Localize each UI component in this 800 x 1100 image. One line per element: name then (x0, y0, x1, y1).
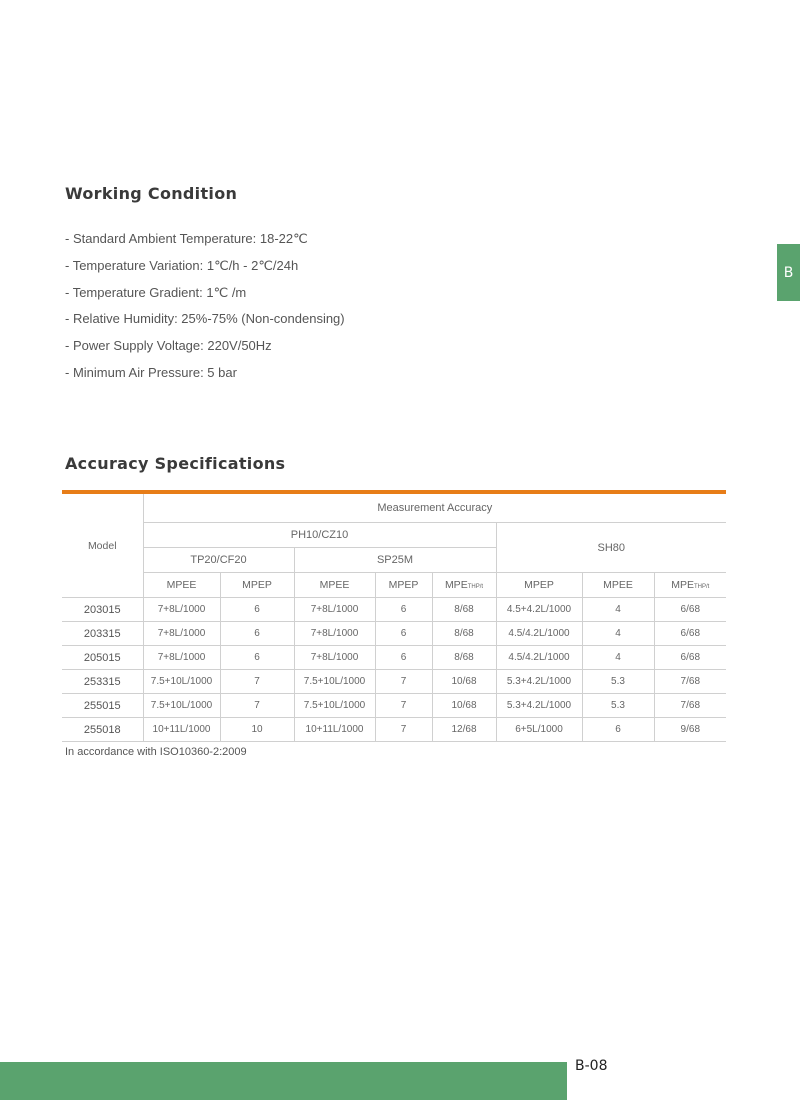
list-item: - Minimum Air Pressure: 5 bar (65, 364, 237, 380)
table-cell: 6 (375, 646, 432, 670)
table-cell: 4.5/4.2L/1000 (496, 646, 582, 670)
table-cell: 6 (220, 598, 294, 622)
table-cell: 4 (582, 646, 654, 670)
table-cell: 7 (220, 694, 294, 718)
table-cell: 6/68 (654, 646, 726, 670)
table-cell: 5.3 (582, 670, 654, 694)
working-condition-title: Working Condition (65, 184, 238, 203)
table-cell: 7 (375, 718, 432, 742)
accuracy-table (62, 494, 726, 742)
table-cell: 6/68 (654, 622, 726, 646)
list-item: - Power Supply Voltage: 220V/50Hz (65, 338, 272, 354)
table-cell: 7.5+10L/1000 (143, 670, 220, 694)
list-item: - Temperature Variation: 1℃/h - 2℃/24h (65, 257, 299, 273)
table-cell: 7+8L/1000 (143, 598, 220, 622)
model-cell: 255015 (62, 694, 143, 718)
table-cell: 6 (220, 646, 294, 670)
table-cell: 10/68 (432, 670, 496, 694)
subgroup-header-tp20: TP20/CF20 (143, 548, 294, 573)
column-header: MPEP (496, 573, 582, 598)
table-cell: 9/68 (654, 718, 726, 742)
section-tab-b: B (777, 244, 800, 301)
table-cell: 8/68 (432, 646, 496, 670)
footnote: In accordance with ISO10360-2:2009 (65, 746, 247, 758)
column-header: MPEE (143, 573, 220, 598)
table-row (62, 718, 726, 742)
table-row (62, 646, 726, 670)
table-cell: 7+8L/1000 (294, 622, 375, 646)
list-item: - Temperature Gradient: 1℃ /m (65, 284, 247, 300)
table-cell: 7 (375, 670, 432, 694)
table-cell: 7.5+10L/1000 (294, 670, 375, 694)
table-cell: 4 (582, 598, 654, 622)
table-cell: 6 (375, 598, 432, 622)
table-cell: 6 (375, 622, 432, 646)
table-cell: 5.3+4.2L/1000 (496, 694, 582, 718)
column-header: MPETHP/t (654, 573, 726, 598)
model-cell: 255018 (62, 718, 143, 742)
column-header: MPETHP/t (432, 573, 496, 598)
model-cell: 205015 (62, 646, 143, 670)
table-cell: 7/68 (654, 670, 726, 694)
table-row (62, 694, 726, 718)
table-cell: 7 (375, 694, 432, 718)
column-header: MPEE (294, 573, 375, 598)
model-cell: 253315 (62, 670, 143, 694)
table-cell: 10+11L/1000 (294, 718, 375, 742)
column-header: MPEP (220, 573, 294, 598)
table-cell: 5.3+4.2L/1000 (496, 670, 582, 694)
table-cell: 7+8L/1000 (143, 622, 220, 646)
table-cell: 7+8L/1000 (294, 598, 375, 622)
measurement-accuracy-header: Measurement Accuracy (143, 494, 726, 523)
model-cell: 203015 (62, 598, 143, 622)
table-cell: 10+11L/1000 (143, 718, 220, 742)
table-cell: 12/68 (432, 718, 496, 742)
table-cell: 8/68 (432, 622, 496, 646)
table-cell: 6 (582, 718, 654, 742)
table-cell: 5.3 (582, 694, 654, 718)
table-cell: 7+8L/1000 (143, 646, 220, 670)
table-row (62, 598, 726, 622)
model-cell: 203315 (62, 622, 143, 646)
table-cell: 10 (220, 718, 294, 742)
table-cell: 7/68 (654, 694, 726, 718)
table-cell: 7 (220, 670, 294, 694)
footer-bar (0, 1062, 567, 1100)
table-cell: 4 (582, 622, 654, 646)
model-header: Model (62, 494, 143, 598)
table-cell: 8/68 (432, 598, 496, 622)
list-item: - Standard Ambient Temperature: 18-22℃ (65, 231, 308, 246)
table-cell: 10/68 (432, 694, 496, 718)
table-cell: 6/68 (654, 598, 726, 622)
table-cell: 7.5+10L/1000 (294, 694, 375, 718)
accuracy-specifications-title: Accuracy Specifications (65, 454, 286, 473)
table-row (62, 670, 726, 694)
working-condition-list (65, 226, 345, 387)
group-header-sh80: SH80 (496, 523, 726, 573)
page-number: B-08 (575, 1058, 608, 1074)
table-cell: 4.5+4.2L/1000 (496, 598, 582, 622)
table-row (62, 622, 726, 646)
table-cell: 4.5/4.2L/1000 (496, 622, 582, 646)
table-cell: 6 (220, 622, 294, 646)
table-cell: 7.5+10L/1000 (143, 694, 220, 718)
subgroup-header-sp25m: SP25M (294, 548, 496, 573)
table-cell: 6+5L/1000 (496, 718, 582, 742)
group-header-ph10: PH10/CZ10 (143, 523, 496, 548)
column-header: MPEE (582, 573, 654, 598)
table-cell: 7+8L/1000 (294, 646, 375, 670)
list-item: - Relative Humidity: 25%-75% (Non-condensing) (65, 311, 345, 327)
column-header: MPEP (375, 573, 432, 598)
